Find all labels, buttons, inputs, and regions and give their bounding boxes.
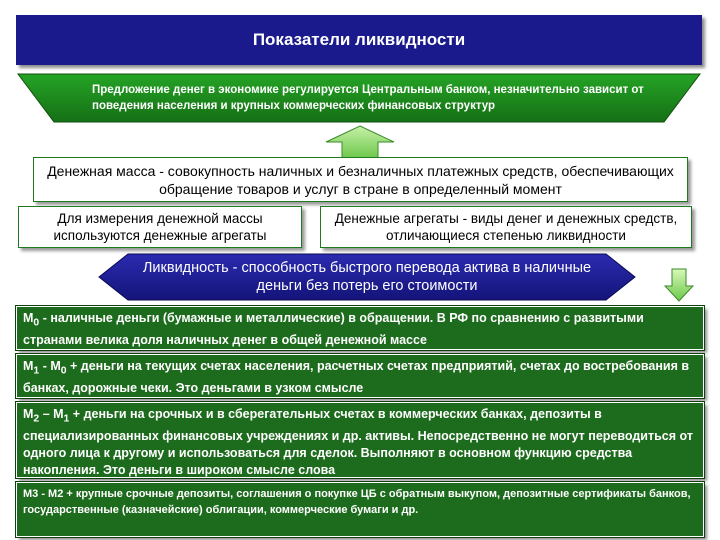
liquidity-banner [98, 253, 636, 301]
aggregate-m0-sub: 0 [33, 317, 40, 329]
page-title: Показатели ликвидности [252, 30, 466, 49]
aggregate-m2-text2: + деньги на срочных и в сберегательных счетах в коммерческих банках, депозиты в специализированных финансовых учреждениях и др. активы. Непосредственно не могут переводиться от одного лица к другому и использоваться для сделок. Выполняют в основном функцию средства накопления. Это деньги в широком смысле слова [23, 407, 693, 477]
money-mass-definition [33, 157, 688, 202]
aggregate-m3 [16, 482, 704, 537]
aggregate-m2-sub: 2 [33, 413, 40, 425]
aggregate-m1-letter: М [23, 359, 34, 373]
money-supply-text: Предложение денег в экономике регулируется Центральным банком, незначительно зависит от поведения населения и крупных коммерческих финансовых структур [92, 84, 644, 112]
aggregate-m1-sub2: 0 [60, 365, 67, 377]
aggregate-m2-letter: М [23, 407, 34, 421]
measurement-box [18, 206, 302, 248]
aggregate-m1 [16, 354, 704, 398]
aggregate-m1-sub: 1 [33, 365, 40, 377]
measurement-text: Для измерения денежной массы используются денежные агрегаты [53, 211, 267, 243]
aggregates-definition-box [320, 206, 692, 248]
aggregate-m2 [16, 402, 704, 478]
aggregate-m3-text: М3 - М2 + крупные срочные депозиты, соглашения о покупке ЦБ с обратным выкупом, депозитные сертификаты банков, государственные (казначейские) облигации, коммерческие бумаги и др. [23, 488, 691, 516]
aggregate-m1-text2: + деньги на текущих счетах населения, расчетных счетах предприятий, счетах до востребования в банках, дорожные чеки. Это деньгами в узком смысле [23, 359, 690, 395]
arrow-down-icon [664, 268, 694, 302]
money-mass-text: Денежная масса - совокупность наличных и безналичных платежных средств, обеспечивающих обращение товаров и услуг в стране в определенный момент [47, 163, 674, 197]
arrow-up-icon [320, 125, 400, 159]
liquidity-text: Ликвидность - способность быстрого перевода актива в наличные деньги без потерь его стоимости [142, 260, 592, 294]
money-supply-banner [14, 72, 704, 124]
aggregate-m2-sub2: 1 [63, 413, 70, 425]
aggregate-m0-text: - наличные деньги (бумажные и металлические) в обращении. В РФ по сравнению с развитыми странами велика доля наличных денег в общей денежной массе [23, 311, 644, 347]
aggregate-m0-letter: М [23, 311, 34, 325]
title-bar [16, 15, 702, 65]
aggregates-definition-text: Денежные агрегаты - виды денег и денежных средств, отличающиеся степенью ликвидности [334, 211, 678, 243]
aggregate-m1-text: - М [39, 359, 61, 373]
aggregate-m0 [16, 306, 704, 350]
aggregate-m2-text: – М [39, 407, 64, 421]
